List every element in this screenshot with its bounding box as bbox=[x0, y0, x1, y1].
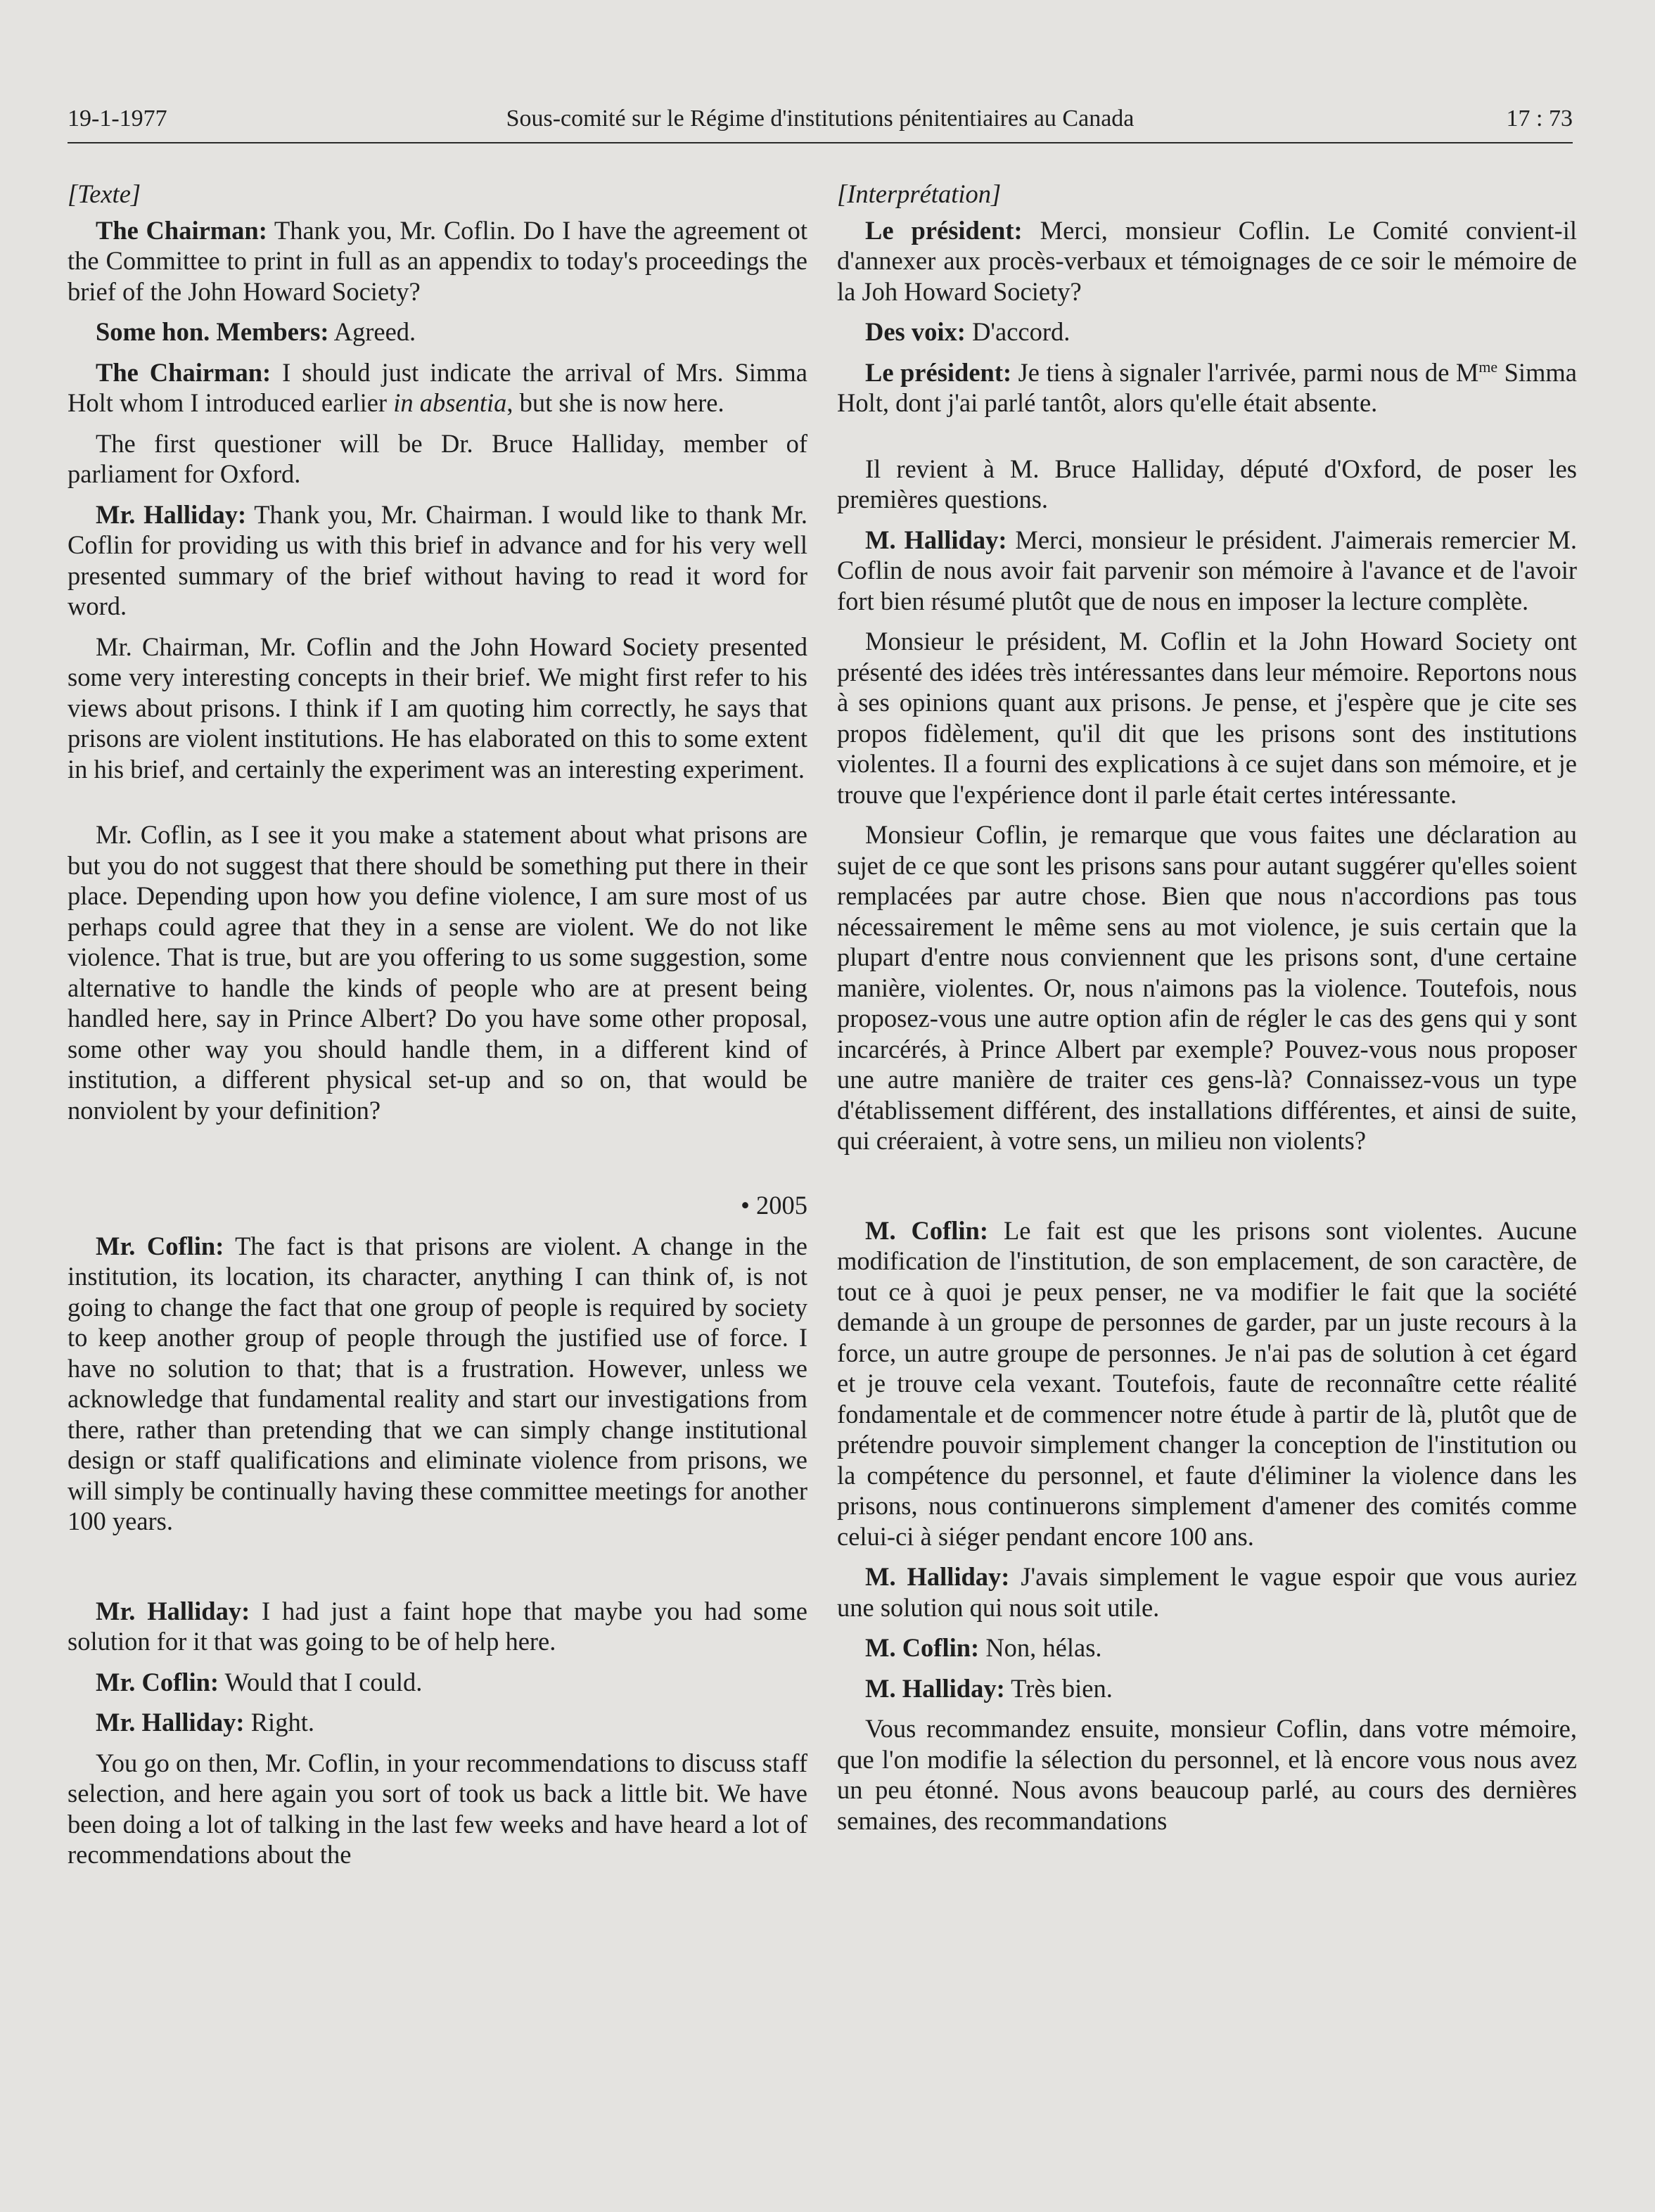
paragraph: Monsieur le président, M. Coflin et la John Howard Society ont présenté des idées très intéressantes dans leur mémoire. Reportons nous à ses opinions quant aux prisons. Je pense, et j'espère que je cite ses propos fidèlement, qu'il dit que les prisons sont des institutions violentes. Il a fourni des explications à ce sujet dans son mémoire, et je trouve que l'expérience dont il parle était certes intéressante. bbox=[837, 627, 1577, 809]
spacer bbox=[68, 794, 807, 819]
header-date: 19-1-1977 bbox=[68, 106, 167, 132]
paragraph bbox=[837, 1561, 1577, 1623]
speaker-name: M. Halliday: bbox=[865, 1562, 1010, 1591]
speaker-name: M. Coflin: bbox=[865, 1633, 980, 1662]
speaker-name: Le président: bbox=[865, 215, 1023, 245]
section-label: [Texte] bbox=[68, 179, 141, 208]
section-label: [Interprétation] bbox=[837, 179, 1002, 208]
paragraph bbox=[68, 499, 807, 622]
paragraph: Monsieur Coflin, je remarque que vous faites une déclaration au sujet de ce que sont les prisons sans pour autant suggérer qu'elles soient remplacées par autre chose. Bien que nous n'accordions pas tous nécessairement le même sens au mot violence, je suis certain que la plupart d'entre nous conviennent que les prisons sont, d'une certaine manière, violentes. Or, nous n'aimons pas la violence. Toutefois, nous proposez-vous une autre option afin de régler le cas des gens qui y sont incarcérés, à Prince Albert par exemple? Pouvez-vous nous proposer une autre manière de traiter ces gens-là? Connaissez-vous un type d'établissement différent, des installations différentes, et ainsi de suite, qui créeraient, à votre sens, un milieu non violents? bbox=[837, 820, 1577, 1155]
paragraph bbox=[68, 1707, 807, 1738]
speaker-name: The Chairman: bbox=[96, 357, 271, 387]
superscript: me bbox=[1478, 357, 1498, 376]
speaker-name: The Chairman: bbox=[96, 215, 267, 245]
paragraph-text: J'avais simplement le vague espoir que vous auriez une solution qui nous soit utile. bbox=[837, 1562, 1577, 1622]
time-marker: • 2005 bbox=[741, 1191, 807, 1220]
speaker-name: M. Halliday: bbox=[865, 1673, 1005, 1703]
speaker-name: Mr. Coflin: bbox=[96, 1667, 219, 1696]
italic-phrase: in absentia bbox=[393, 388, 507, 417]
spacer bbox=[837, 428, 1577, 454]
paragraph bbox=[837, 1632, 1577, 1663]
speaker-name: Mr. Halliday: bbox=[96, 1596, 250, 1625]
paragraph bbox=[837, 317, 1577, 347]
speaker-name: Des voix: bbox=[865, 317, 966, 346]
paragraph: Mr. Chairman, Mr. Coflin and the John Howard Society presented some very interesting concepts in their brief. We might first refer to his views about prisons. I think if I am quoting him correctly, he says that prisons are violent institutions. He has elaborated on this to some extent in his brief, and certainly the experiment was an interesting experiment. bbox=[68, 632, 807, 784]
speaker-name: Mr. Halliday: bbox=[96, 1708, 245, 1737]
paragraph bbox=[68, 1667, 807, 1698]
paragraph bbox=[68, 357, 807, 418]
speaker-name: M. Halliday: bbox=[865, 525, 1007, 554]
paragraph-text: Merci, monsieur Coflin. Le Comité convient-il d'annexer aux procès-verbaux et témoignages de ce soir le mémoire de la Joh Howard Society? bbox=[837, 215, 1577, 306]
french-column bbox=[837, 179, 1577, 1846]
paragraph: The first questioner will be Dr. Bruce Halliday, member of parliament for Oxford. bbox=[68, 428, 807, 488]
paragraph-text: Très bien. bbox=[1004, 1673, 1113, 1703]
speaker-name: Mr. Coflin: bbox=[96, 1231, 224, 1260]
speaker-name: M. Coflin: bbox=[865, 1215, 989, 1245]
paragraph: Vous recommandez ensuite, monsieur Coflin, dans votre mémoire, que l'on modifie la sélection du personnel, et là encore vous nous avez un peu étonné. Nous avons beaucoup parlé, au cours des dernières semaines, des recommandations bbox=[837, 1714, 1577, 1835]
paragraph bbox=[837, 1215, 1577, 1552]
paragraph bbox=[837, 525, 1577, 617]
header-page-number: 17 : 73 bbox=[1506, 106, 1573, 132]
paragraph-text: I should just indicate the arrival of Mrs. Simma Holt whom I introduced earlier bbox=[68, 357, 807, 417]
paragraph-text: , but she is now here. bbox=[506, 388, 724, 417]
paragraph bbox=[837, 215, 1577, 307]
paragraph bbox=[68, 1231, 807, 1537]
paragraph-text: Right. bbox=[244, 1708, 314, 1737]
paragraph-text: Thank you, Mr. Coflin. Do I have the agreement ot the Committee to print in full as an appendix to today's proceedings the brief of the John Howard Society? bbox=[68, 215, 807, 306]
english-column bbox=[68, 179, 807, 1880]
paragraph-text: Le fait est que les prisons sont violentes. Aucune modification de l'institution, de son emplacement, de son caractère, de tout ce à quoi je peux penser, ne va modifier le fait que la société demande à un groupe de personnes de garder, par un juste recours à la force, un autre groupe de personnes. Je n'ai pas de solution à cet égard et je trouve cela vexant. Toutefois, faute de reconnaître cette réalité fondamentale et de commencer notre étude à partir de là, plutôt que de prétendre pouvoir simplement changer la conception de l'institution ou la compétence du personnel, et faute d'éliminer la violence dans les prisons, nous continuerons simplement d'amener des comités comme celui-ci à siéger pendant encore 100 ans. bbox=[837, 1215, 1578, 1551]
header-rule bbox=[68, 142, 1573, 143]
speaker-name: Some hon. Members: bbox=[96, 317, 329, 346]
speaker-name: Mr. Halliday: bbox=[96, 499, 247, 529]
paragraph-text: Non, hélas. bbox=[979, 1633, 1102, 1662]
spacer bbox=[68, 1547, 807, 1596]
paragraph-text: Would that I could. bbox=[219, 1667, 423, 1696]
paragraph-text: Merci, monsieur le président. J'aimerais remercier M. Coflin de nous avoir fait parvenir son mémoire à l'avance et de l'avoir fort bien résumé plutôt que de nous en imposer la lecture complète. bbox=[837, 525, 1577, 615]
paragraph: Mr. Coflin, as I see it you make a statement about what prisons are but you do not suggest that there should be something put there in their place. Depending upon how you define violence, I am sure most of us perhaps could agree that they in a sense are violent. We do not like violence. That is true, but are you offering to us some suggestion, some alternative to handle the kinds of people who are at present being handled here, say in Prince Albert? Do you have some other proposal, some other way you should handle them, in a different kind of institution, a different physical set-up and so on, that would be nonviolent by your definition? bbox=[68, 820, 807, 1125]
paragraph bbox=[68, 1596, 807, 1657]
paragraph-text: Simma Holt, dont j'ai parlé tantôt, alors qu'elle était absente. bbox=[837, 357, 1577, 417]
spacer bbox=[68, 1135, 807, 1180]
paragraph-text: The fact is that prisons are violent. A change in the institution, its location, its character, anything I can think of, is not going to change the fact that one group of people is required by society to keep another group of people through the justified use of force. I have no solution to that; that is a frustration. However, unless we acknowledge that fundamental reality and start our investigations from there, rather than pretending that we can simply change institutional design or staff qualifications and eliminate violence from prisons, we will simply be continually having these committee meetings for another 100 years. bbox=[68, 1231, 807, 1535]
speaker-name: Le président: bbox=[865, 357, 1012, 387]
spacer bbox=[837, 1166, 1577, 1215]
paragraph: Il revient à M. Bruce Halliday, député d'Oxford, de poser les premières questions. bbox=[837, 454, 1577, 513]
paragraph bbox=[68, 317, 807, 347]
paragraph-text: I had just a faint hope that maybe you had some solution for it that was going to be of help here. bbox=[68, 1596, 807, 1656]
paragraph: You go on then, Mr. Coflin, in your recommendations to discuss staff selection, and here again you sort of took us back a little bit. We have been doing a lot of talking in the last few weeks and have heard a lot of recommendations about the bbox=[68, 1748, 807, 1869]
paragraph bbox=[837, 1673, 1577, 1704]
paragraph-text: D'accord. bbox=[965, 317, 1071, 346]
paragraph-text: Thank you, Mr. Chairman. I would like to thank Mr. Coflin for providing us with this brief in advance and for his very well presented summary of the brief without having to read it word for word. bbox=[68, 499, 807, 620]
paragraph bbox=[837, 357, 1577, 418]
paragraph-text: Je tiens à signaler l'arrivée, parmi nous de M bbox=[1011, 357, 1479, 387]
header-title: Sous-comité sur le Régime d'institutions pénitentiaires au Canada bbox=[506, 106, 1135, 132]
paragraph-text: Agreed. bbox=[328, 317, 416, 346]
running-header bbox=[68, 106, 1573, 141]
paragraph bbox=[68, 215, 807, 307]
